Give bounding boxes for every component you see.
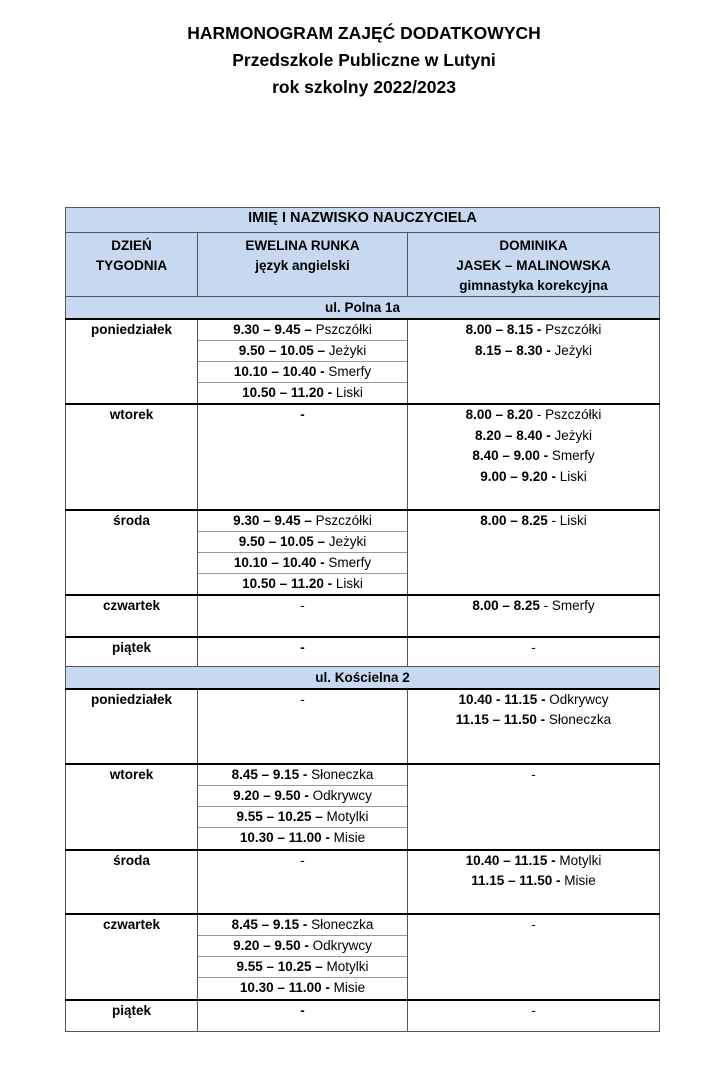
teacher1-column-header [198, 233, 408, 297]
day-cell: środa [66, 510, 198, 595]
time-range: 9.55 – 10.25 – [236, 958, 323, 974]
group-name: - Liski [547, 513, 587, 528]
teacher2-name-line2: JASEK – MALINOWSKA [456, 258, 611, 273]
time-slot [408, 511, 659, 532]
teacher2-column-header [408, 233, 660, 297]
teacher1-cell [198, 1000, 408, 1032]
time-slot [198, 807, 407, 828]
school-name: Przedszkole Publiczne w Lutyni [232, 50, 496, 70]
teacher2-cell [408, 595, 660, 637]
empty-slot: - [531, 766, 536, 782]
time-range: 9.55 – 10.25 – [236, 808, 323, 824]
time-range: 9.20 – 9.50 - [233, 787, 309, 803]
time-range: 9.50 – 10.05 – [238, 534, 326, 549]
group-name: Odkrywcy [308, 937, 372, 953]
group-name: Jeżyki [325, 534, 367, 549]
time-range: 8.00 – 8.20 [465, 407, 534, 422]
teacher2-cell [408, 764, 660, 850]
time-slot [198, 341, 407, 362]
time-range: 10.40 - 11.15 - [458, 691, 546, 707]
group-name: - Smerfy [539, 598, 595, 613]
time-range: 11.15 – 11.50 - [455, 712, 546, 727]
teacher1-slots [198, 765, 407, 848]
time-range: 8.45 – 9.15 - [231, 916, 308, 932]
empty-slot: - [300, 598, 305, 613]
empty-slot: - [531, 1002, 536, 1018]
teacher1-cell [198, 764, 408, 850]
time-range: 10.40 – 11.15 - [465, 852, 556, 868]
empty-slot: - [531, 640, 536, 655]
empty-slot: - [300, 640, 305, 655]
time-slot [198, 532, 407, 553]
schedule-row [66, 510, 660, 595]
schedule-row [66, 595, 660, 637]
teacher1-cell [198, 510, 408, 595]
teacher1-cell [198, 404, 408, 510]
teacher2-cell [408, 914, 660, 1000]
schedule-table [65, 207, 660, 1032]
time-range: 8.45 – 9.15 - [231, 766, 308, 782]
time-slot [408, 405, 659, 426]
teacher1-name: EWELINA RUNKA [245, 238, 360, 253]
time-slot [198, 765, 407, 786]
time-range: 10.30 – 11.00 - [239, 829, 330, 845]
group-name: Słoneczka [307, 916, 374, 932]
teacher1-subject: język angielski [255, 258, 350, 273]
time-slot [198, 574, 407, 594]
day-header-line1: DZIEŃ [111, 238, 152, 253]
time-range: 9.30 – 9.45 – [233, 322, 312, 337]
day-header-line2: TYGODNIA [95, 258, 168, 273]
group-name: Liski [556, 468, 587, 484]
section-address: ul. Kościelna 2 [66, 666, 660, 689]
time-range: 8.15 – 8.30 - [474, 342, 551, 358]
day-cell: czwartek [66, 914, 198, 1000]
group-name: Pszczółki [311, 513, 372, 528]
group-name: Motylki [322, 958, 369, 974]
teacher1-cell [198, 319, 408, 404]
section-address-row [66, 297, 660, 320]
time-range: 9.00 – 9.20 - [480, 468, 557, 484]
teacher1-cell [198, 689, 408, 764]
time-slot [198, 511, 407, 532]
day-cell: piątek [66, 1000, 198, 1032]
time-range: 8.40 – 9.00 - [472, 448, 549, 463]
group-name: Liski [332, 576, 363, 591]
time-range: 8.00 – 8.15 - [465, 322, 542, 337]
teacher2-cell [408, 1000, 660, 1032]
empty-slot: - [531, 916, 536, 932]
group-name: Smerfy [548, 448, 595, 463]
teacher2-cell [408, 689, 660, 764]
time-slot [198, 915, 407, 936]
group-name: Jeżyki [325, 343, 367, 358]
time-range: 9.50 – 10.05 – [238, 343, 326, 358]
group-name: Słoneczka [545, 712, 612, 727]
teacher-name-heading: IMIĘ I NAZWISKO NAUCZYCIELA [66, 208, 660, 233]
group-name: Liski [332, 385, 363, 400]
time-range: 8.00 – 8.25 [480, 513, 548, 528]
group-name: Pszczółki [311, 322, 372, 337]
day-cell: wtorek [66, 764, 198, 850]
schedule-body [66, 297, 660, 1032]
group-name: Odkrywcy [545, 691, 609, 707]
schedule-row [66, 404, 660, 510]
time-slot [198, 936, 407, 957]
day-cell: piątek [66, 637, 198, 666]
group-name: Motylki [555, 852, 602, 868]
schedule-row [66, 637, 660, 666]
teacher2-cell [408, 850, 660, 914]
section-address: ul. Polna 1a [66, 297, 660, 320]
teacher1-cell [198, 914, 408, 1000]
empty-slot: - [300, 407, 305, 422]
day-cell: poniedziałek [66, 689, 198, 764]
school-year: rok szkolny 2022/2023 [272, 77, 456, 97]
time-slot [198, 957, 407, 978]
teacher1-cell [198, 595, 408, 637]
schedule-row [66, 319, 660, 404]
empty-slot: - [300, 852, 305, 868]
time-slot [408, 851, 659, 872]
teacher1-cell [198, 637, 408, 666]
group-name: Motylki [322, 808, 369, 824]
day-cell: poniedziałek [66, 319, 198, 404]
section-address-row [66, 666, 660, 689]
group-name: Jeżyki [550, 427, 593, 443]
group-name: Smerfy [324, 364, 372, 379]
time-slot [408, 446, 659, 467]
time-slot [408, 690, 659, 711]
time-slot [408, 341, 659, 362]
time-slot [198, 320, 407, 341]
empty-slot: - [300, 691, 305, 707]
day-column-header [66, 233, 198, 297]
group-name: Jeżyki [550, 342, 593, 358]
document-title: HARMONOGRAM ZAJĘĆ DODATKOWYCH [187, 23, 541, 43]
time-range: 10.10 – 10.40 - [233, 364, 325, 379]
time-range: 11.15 – 11.50 - [471, 873, 561, 888]
day-cell: czwartek [66, 595, 198, 637]
time-range: 10.10 – 10.40 - [233, 555, 325, 570]
time-slot [408, 871, 659, 892]
time-slot [408, 710, 659, 731]
time-slot [408, 596, 659, 617]
time-slot [198, 828, 407, 848]
group-name: Smerfy [324, 555, 372, 570]
time-range: 8.20 – 8.40 - [474, 427, 551, 443]
time-slot [198, 786, 407, 807]
teacher2-cell [408, 637, 660, 666]
document-header [0, 20, 728, 101]
time-slot [198, 362, 407, 383]
teacher2-name-line1: DOMINIKA [499, 238, 568, 253]
teacher1-slots [198, 511, 407, 594]
schedule-row [66, 914, 660, 1000]
time-range: 10.50 – 11.20 - [242, 576, 333, 591]
group-name: Odkrywcy [308, 787, 372, 803]
group-name: Misie [329, 829, 366, 845]
schedule-row [66, 850, 660, 914]
time-slot [198, 553, 407, 574]
time-slot [408, 320, 659, 341]
time-slot [408, 467, 659, 488]
teacher2-cell [408, 404, 660, 510]
day-cell: wtorek [66, 404, 198, 510]
time-range: 10.50 – 11.20 - [242, 385, 333, 400]
time-slot [408, 426, 659, 447]
schedule-row [66, 764, 660, 850]
time-range: 8.00 – 8.25 [472, 598, 540, 613]
group-name: Misie [560, 873, 596, 888]
time-range: 10.30 – 11.00 - [239, 979, 330, 995]
time-range: 9.20 – 9.50 - [233, 937, 309, 953]
teacher1-slots [198, 915, 407, 998]
group-name: Misie [329, 979, 366, 995]
teacher1-cell [198, 850, 408, 914]
time-slot [198, 978, 407, 998]
time-range: 9.30 – 9.45 – [233, 513, 312, 528]
group-name: Słoneczka [307, 766, 374, 782]
schedule-row [66, 689, 660, 764]
time-slot [198, 383, 407, 403]
group-name: Pszczółki [541, 322, 602, 337]
teacher2-cell [408, 510, 660, 595]
teacher2-cell [408, 319, 660, 404]
teacher1-slots [198, 320, 407, 403]
teacher2-subject: gimnastyka korekcyjna [459, 278, 608, 293]
schedule-row [66, 1000, 660, 1032]
empty-slot: - [300, 1002, 305, 1018]
day-cell: środa [66, 850, 198, 914]
group-name: - Pszczółki [533, 407, 602, 422]
